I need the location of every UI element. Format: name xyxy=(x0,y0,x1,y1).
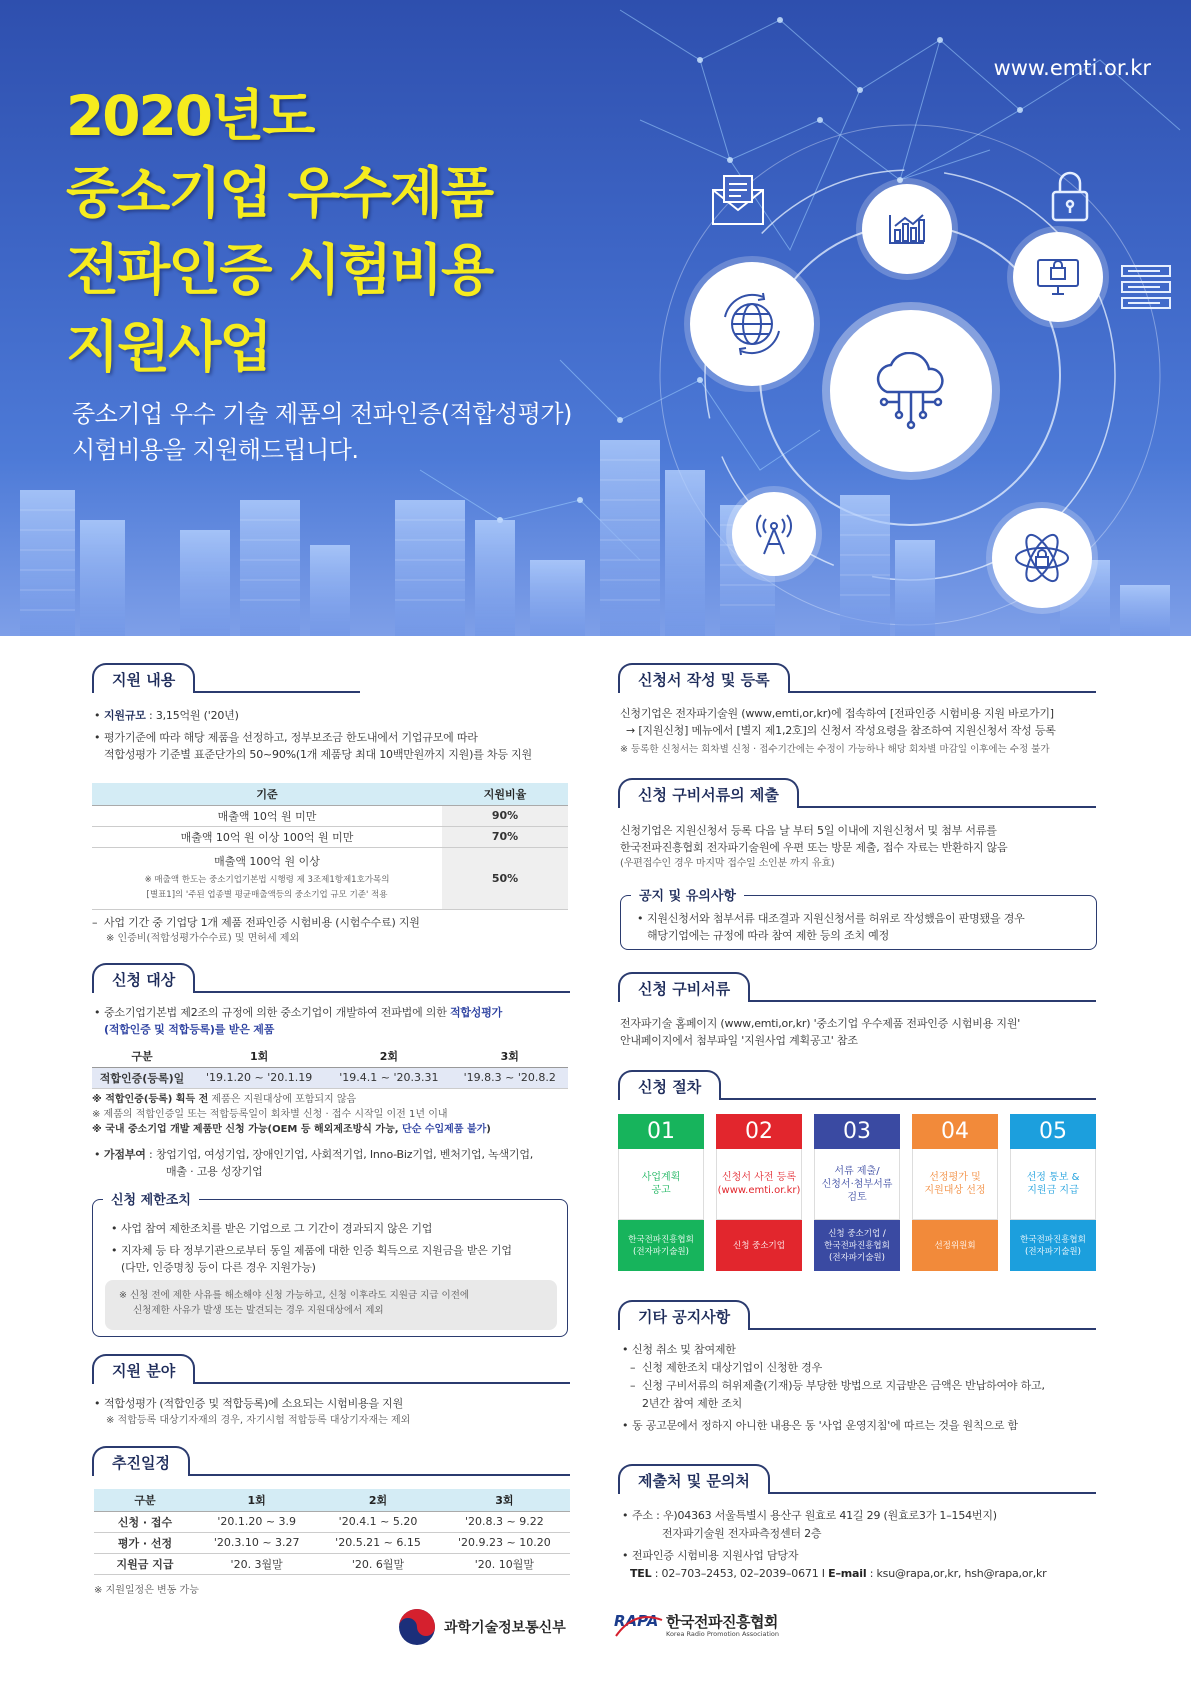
restriction-title: 신청 제한조치 xyxy=(103,1189,199,1208)
table-row: 매출액 100억 원 이상 ※ 매출액 한도는 중소기업기본법 시행령 제 3조제1항제1호가목의 [별표1]의 '주된 업종별 평균매출액등의 중소기업 규모 기준' 적용 50% xyxy=(92,847,568,909)
eligible-bonus: • 가점부여 : 창업기업, 여성기업, 장애인기업, 사회적기업, Inno-Biz기업, 벤처기업, 녹색기업, 매출 · 고용 성장기업 xyxy=(92,1146,570,1180)
taegeuk-logo-icon xyxy=(398,1608,436,1646)
ministry-name: 과학기술정보통신부 xyxy=(444,1620,566,1636)
section-procedure xyxy=(618,1068,1096,1102)
contact-info: • 주소 : 우)04363 서울특별시 용산구 원효로 41길 29 (원효로3가 1–154번지) 전자파기술원 전자파측정센터 2층 • 전파인증 시험비용 지원사업 담당자 TEL : 02–703–2453, 02–2039–0671 I E–mail : ksu@rapa,or,kr, hsh@rapa,or,kr xyxy=(620,1507,1096,1583)
field-line1: • 적합성평가 (적합인증 및 적합등록)에 소요되는 시험비용을 지원 xyxy=(92,1395,570,1412)
procedure-steps xyxy=(618,1114,1096,1271)
notice-box: 공지 및 유의사항 • 지원신청서와 첨부서류 대조결과 지원신청서를 허위로 작성했음이 판명됐을 경우 해당기업에는 규정에 따라 참여 제한 등의 조치 예정 xyxy=(620,895,1097,950)
section-title: 제출처 및 문의처 xyxy=(618,1464,770,1494)
chart-circle xyxy=(862,184,952,274)
bar-chart-icon xyxy=(887,212,927,246)
support-scale: • 지원규모 : 3,15억원 ('20년) xyxy=(92,707,570,724)
etc-list: • 신청 취소 및 참여제한 – 신청 제한조치 대상기업이 신청한 경우 – 신청 구비서류의 허위제출(기재)등 부당한 방법으로 지급받은 금액은 반납하여야 하고, 2년간 참여 제한 조치 • 동 공고문에서 정하지 아니한 내용은 동 '사업 운영지침'에 따르는 것을 원칙으로 함 xyxy=(620,1341,1096,1435)
schedule-table: 구분 1회 2회 3회 신청 · 접수 '20.1.20 ~ 3.9 '20.4.1 ~ 5.20 '20.8.3 ~ 9.22 평가 · 선정 '20.3.10 ~ 3.27 '20.5.21 ~ 6.15 '20.9.23 ~ 10.20 지원금 지급 '20. 3월말 '20. 6월말 '20. 10월말 xyxy=(94,1489,570,1575)
hero-banner xyxy=(0,0,1191,636)
restriction-box: 신청 제한조치 • 사업 참여 제한조치를 받은 기업으로 그 기간이 경과되지 않은 기업 • 지자체 등 타 정부기관으로부터 동일 제품에 대한 인증 획득으로 지원금을 받은 기업 (다만, 인증명칭 등이 다른 경우 지원가능) ※ 신청 전에 제한 사유를 해소해야 신청 가능하고, 신청 이후라도 지원금 지급 이전에 신청제한 사유가 발생 또는 발견되는 경우 지원대상에서 제외 xyxy=(92,1199,568,1337)
globe-refresh-icon xyxy=(717,289,787,359)
section-header xyxy=(92,661,570,695)
table-row: 지원금 지급 '20. 3월말 '20. 6월말 '20. 10월말 xyxy=(94,1553,570,1574)
atom-lock-icon xyxy=(1013,529,1071,587)
section-etc xyxy=(618,1298,1096,1332)
section-contact xyxy=(618,1462,1096,1496)
support-criteria: • 평가기준에 따라 해당 제품을 선정하고, 정부보조금 한도내에서 기업규모에 따라 적합성평가 기준별 표준단가의 50~90%(1개 제품당 최대 10백만원까지 지원)를 차등 지원 xyxy=(92,729,570,763)
rapa-name: 한국전파진흥협회 xyxy=(666,1613,778,1631)
restriction-note: ※ 신청 전에 제한 사유를 해소해야 신청 가능하고, 신청 이후라도 지원금 지급 이전에 신청제한 사유가 발생 또는 발견되는 경우 지원대상에서 제외 xyxy=(105,1280,557,1330)
section-field xyxy=(92,1352,570,1386)
eligible-desc: • 중소기업기본법 제2조의 규정에 의한 중소기업이 개발하여 전파법에 의한 적합성평가 (적합인증 및 적합등록)를 받은 제품 xyxy=(92,1004,570,1038)
subtitle-line: 중소기업 우수 기술 제품의 전파인증(적합성평가) xyxy=(72,400,572,428)
website-url[interactable]: www.emti.or.kr xyxy=(993,56,1151,80)
section-eligible xyxy=(92,961,570,995)
docs-desc: 전자파기술 홈페이지 (www,emti,or,kr) '중소기업 우수제품 전파인증 시험비용 지원' 안내페이지에서 첨부파일 '지원사업 계획공고' 참조 xyxy=(620,1017,1021,1047)
email-addresses[interactable]: : ksu@rapa,or,kr, hsh@rapa,or,kr xyxy=(866,1567,1047,1580)
rapa-swoosh-icon xyxy=(612,1610,664,1640)
section-docs xyxy=(618,970,1096,1004)
cloud-network-icon xyxy=(865,352,957,430)
eligible-notes: ※ 적합인증(등록) 획득 전 제품은 지원대상에 포함되지 않음 ※ 제품의 적합인증일 또는 적합등록일이 회차별 신청 · 접수 시작일 이전 1년 이내 ※ 국내 중소기업 개발 제품만 신청 가능(OEM 등 해외제조방식 가능, 단순 수입제품 불가) xyxy=(92,1094,491,1135)
eligible-table: 구분 1회 2회 3회 적합인증(등록)일 '19.1.20 ~ '20.1.19 '19.4.1 ~ '20.3.31 '19.8.3 ~ '20.8.2 xyxy=(92,1045,568,1089)
table-row: 평가 · 선정 '20.3.10 ~ 3.27 '20.5.21 ~ 6.15 '20.9.23 ~ 10.20 xyxy=(94,1532,570,1553)
table-row: 적합인증(등록)일 '19.1.20 ~ '20.1.19 '19.4.1 ~ '20.3.31 '19.8.3 ~ '20.8.2 xyxy=(92,1067,568,1088)
procedure-step: 04 선정평가 및 지원대상 선정 선정위원회 xyxy=(912,1114,998,1271)
globe-circle xyxy=(690,262,814,386)
support-rate-table xyxy=(92,783,568,910)
procedure-step: 02 신청서 사전 등록 (www.emti.or.kr) 신청 중소기업 xyxy=(716,1114,802,1271)
page-subtitle xyxy=(72,396,572,468)
cloud-circle xyxy=(830,310,992,472)
table-row: 매출액 10억 원 이상 100억 원 미만 70% xyxy=(92,826,568,847)
section-write xyxy=(618,661,1096,695)
field-line2: ※ 적합등록 대상기자재의 경우, 자기시험 적합등록 대상기자재는 제외 xyxy=(106,1415,411,1426)
antenna-circle xyxy=(732,492,816,576)
list-icon xyxy=(1120,262,1172,312)
table-row: 신청 · 접수 '20.1.20 ~ 3.9 '20.4.1 ~ 5.20 '20.8.3 ~ 9.22 xyxy=(94,1511,570,1532)
rapa-name-en: Korea Radio Promotion Association xyxy=(666,1630,779,1638)
section-title: 신청 구비서류의 제출 xyxy=(618,778,799,808)
title-line: 2020년도 xyxy=(66,84,314,148)
envelope-icon xyxy=(708,172,768,232)
submit-desc: 신청기업은 지원신청서 등록 다음 날 부터 5일 이내에 지원신청서 및 첨부 서류를 한국전파진흥협회 전자파기술원에 우편 또는 방문 제출, 접수 자료는 반환하지 않음 (우편접수인 경우 마지막 접수일 소인분 까지 유효) xyxy=(620,824,1008,869)
table-header: 지원비율 xyxy=(442,783,568,805)
rapa-logo-icon: RAPA xyxy=(614,1612,659,1630)
section-title: 지원 분야 xyxy=(92,1354,195,1384)
phone-numbers[interactable]: : 02–703–2453, 02–2039–0671 xyxy=(651,1567,819,1580)
monitor-circle xyxy=(1013,232,1103,322)
atom-circle xyxy=(992,508,1092,608)
section-title: 신청서 작성 및 등록 xyxy=(618,663,790,693)
section-submit xyxy=(618,776,1096,810)
table-header: 기준 xyxy=(92,783,442,805)
procedure-step: 05 선정 통보 & 지원금 지급 한국전파진흥협회 (전자파기술원) xyxy=(1010,1114,1096,1271)
section-title: 기타 공지사항 xyxy=(618,1300,750,1330)
write-note: ※ 등록한 신청서는 회차별 신청 · 접수기간에는 수정이 가능하나 해당 회차별 마감일 이후에는 수정 불가 xyxy=(620,744,1050,755)
subtitle-line: 시험비용을 지원해드립니다. xyxy=(72,436,359,464)
notice-title: 공지 및 유의사항 xyxy=(631,885,744,904)
section-schedule xyxy=(92,1444,570,1478)
write-desc: 신청기업은 전자파기술원 (www,emti,or,kr)에 접속하여 [전파인증 시험비용 지원 바로가기] → [지원신청] 메뉴에서 [별지 제1,2호]의 신청서 작성요령을 참조하여 지원신청서 작성 등록 xyxy=(620,707,1056,737)
section-title: 추진일정 xyxy=(92,1446,190,1476)
table-row: 매출액 10억 원 미만 90% xyxy=(92,805,568,826)
section-title: 신청 절차 xyxy=(618,1070,721,1100)
title-line: 전파인증 시험비용 xyxy=(66,238,493,302)
support-after1: – 사업 기간 중 기업당 1개 제품 전파인증 시험비용 (시험수수료) 지원 xyxy=(92,914,570,931)
section-support xyxy=(92,661,570,695)
monitor-icon xyxy=(1036,258,1080,296)
title-line: 중소기업 우수제품 xyxy=(66,161,493,225)
schedule-note: ※ 지원일정은 변동 가능 xyxy=(94,1585,199,1596)
section-title: 신청 대상 xyxy=(92,963,195,993)
procedure-step: 01 사업계획 공고 한국전파진흥협회 (전자파기술원) xyxy=(618,1114,704,1271)
section-title: 신청 구비서류 xyxy=(618,972,750,1002)
footer-logos xyxy=(0,1606,1191,1646)
support-after2: ※ 인증비(적합성평가수수료) 및 면허세 제외 xyxy=(106,933,300,944)
section-title: 지원 내용 xyxy=(92,663,195,693)
lock-icon xyxy=(1048,168,1092,226)
title-line: 지원사업 xyxy=(66,315,271,379)
procedure-step: 03 서류 제출/ 신청서·첨부서류 검토 신청 중소기업 / 한국전파진흥협회 (전자파기술원) xyxy=(814,1114,900,1271)
antenna-icon xyxy=(754,512,794,556)
page-title xyxy=(66,78,492,386)
